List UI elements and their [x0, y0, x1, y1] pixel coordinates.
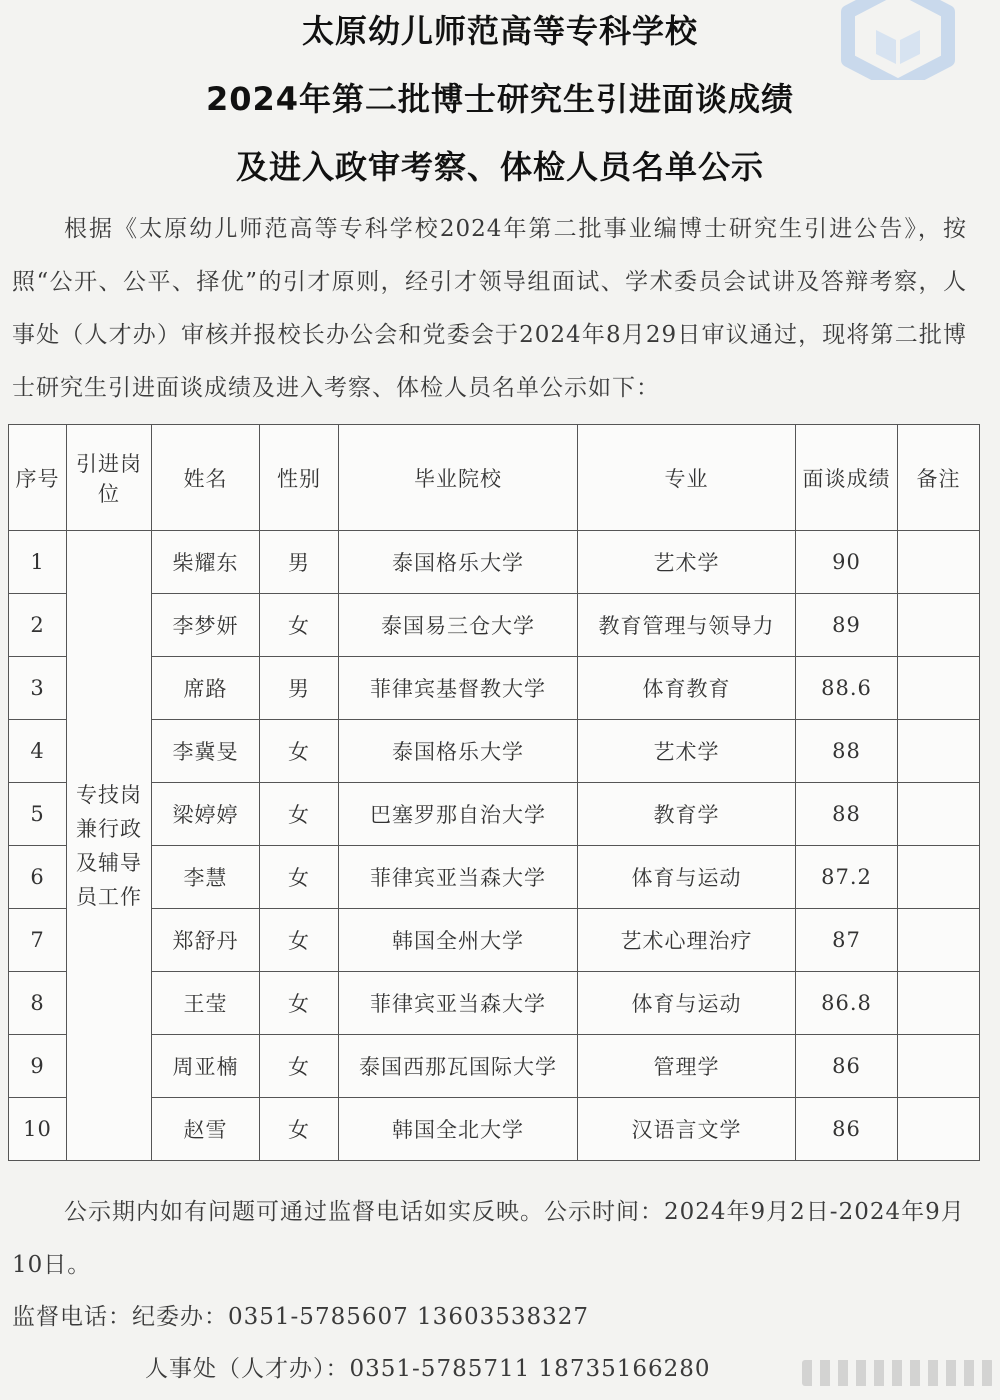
- cell-no: 4: [9, 720, 67, 783]
- cell-school: 韩国全北大学: [339, 1098, 578, 1161]
- cell-gender: 女: [260, 846, 339, 909]
- cell-major: 艺术心理治疗: [578, 909, 796, 972]
- intro-paragraph: 根据《太原幼儿师范高等专科学校2024年第二批事业编博士研究生引进公告》，按照“公开、公平、择优”的引才原则，经引才领导组面试、学术委员会试讲及答辩考察，人事处（人才办）审核并报校长办公会和党委会于2024年8月29日审议通过，现将第二批博士研究生引进面谈成绩及进入考察、体检人员名单公示如下：: [12, 216, 967, 401]
- table-row: [9, 909, 980, 972]
- cell-name: 梁婷婷: [152, 783, 260, 846]
- supervision-line-2: 人事处（人才办）：0351-5785711 18735166280: [145, 1356, 711, 1382]
- cell-no: 8: [9, 972, 67, 1035]
- cell-school: 泰国易三仓大学: [339, 594, 578, 657]
- cell-no: 1: [9, 531, 67, 594]
- table-row: [9, 531, 980, 594]
- table-header-row: [9, 425, 980, 531]
- cell-school: 泰国格乐大学: [339, 720, 578, 783]
- table-row: [9, 594, 980, 657]
- cell-score: 88: [796, 720, 898, 783]
- header-name: 姓名: [152, 425, 260, 531]
- cell-post: 专技岗兼行政及辅导员工作: [67, 531, 152, 1161]
- header-no: 序号: [9, 425, 67, 531]
- table-row: [9, 783, 980, 846]
- watermark: [802, 1360, 994, 1386]
- cell-remark: [898, 657, 980, 720]
- supervision-line-1: 监督电话：纪委办：0351-5785607 13603538327: [12, 1304, 590, 1330]
- cell-remark: [898, 909, 980, 972]
- document-title-line-2: 2024年第二批博士研究生引进面谈成绩: [205, 80, 795, 118]
- cell-school: 菲律宾亚当森大学: [339, 846, 578, 909]
- table-row: [9, 972, 980, 1035]
- cell-score: 88: [796, 783, 898, 846]
- cell-gender: 女: [260, 909, 339, 972]
- cell-no: 5: [9, 783, 67, 846]
- cell-no: 2: [9, 594, 67, 657]
- cell-remark: [898, 531, 980, 594]
- cell-no: 7: [9, 909, 67, 972]
- cell-gender: 男: [260, 657, 339, 720]
- cell-score: 87.2: [796, 846, 898, 909]
- header-major: 专业: [578, 425, 796, 531]
- cell-school: 泰国格乐大学: [339, 531, 578, 594]
- document-title-line-3: 及进入政审考察、体检人员名单公示: [235, 148, 764, 186]
- cell-gender: 女: [260, 1035, 339, 1098]
- candidate-table: [8, 424, 980, 1161]
- table-row: [9, 720, 980, 783]
- cell-remark: [898, 972, 980, 1035]
- cell-remark: [898, 594, 980, 657]
- cell-remark: [898, 1098, 980, 1161]
- cell-school: 韩国全州大学: [339, 909, 578, 972]
- header-post: 引进岗位: [67, 425, 152, 531]
- cell-name: 王莹: [152, 972, 260, 1035]
- cell-major: 艺术学: [578, 720, 796, 783]
- cell-name: 李冀旻: [152, 720, 260, 783]
- cell-name: 周亚楠: [152, 1035, 260, 1098]
- cell-no: 3: [9, 657, 67, 720]
- cell-gender: 女: [260, 1098, 339, 1161]
- cell-major: 教育学: [578, 783, 796, 846]
- cell-name: 李梦妍: [152, 594, 260, 657]
- cell-score: 90: [796, 531, 898, 594]
- cell-major: 体育与运动: [578, 972, 796, 1035]
- cell-name: 郑舒丹: [152, 909, 260, 972]
- cell-school: 泰国西那瓦国际大学: [339, 1035, 578, 1098]
- cell-name: 李慧: [152, 846, 260, 909]
- header-gender: 性别: [260, 425, 339, 531]
- cell-gender: 女: [260, 594, 339, 657]
- header-score: 面谈成绩: [796, 425, 898, 531]
- cell-major: 教育管理与领导力: [578, 594, 796, 657]
- header-school: 毕业院校: [339, 425, 578, 531]
- cell-remark: [898, 846, 980, 909]
- cell-name: 赵雪: [152, 1098, 260, 1161]
- table-row: [9, 657, 980, 720]
- cell-score: 86: [796, 1035, 898, 1098]
- cell-score: 87: [796, 909, 898, 972]
- cell-school: 菲律宾亚当森大学: [339, 972, 578, 1035]
- document-title-line-1: 太原幼儿师范高等专科学校: [301, 12, 698, 50]
- cell-no: 9: [9, 1035, 67, 1098]
- header-remark: 备注: [898, 425, 980, 531]
- table-row: [9, 846, 980, 909]
- cell-school: 巴塞罗那自治大学: [339, 783, 578, 846]
- cell-major: 体育与运动: [578, 846, 796, 909]
- cell-score: 86.8: [796, 972, 898, 1035]
- cell-major: 体育教育: [578, 657, 796, 720]
- cell-remark: [898, 783, 980, 846]
- cell-no: 10: [9, 1098, 67, 1161]
- cell-remark: [898, 1035, 980, 1098]
- cell-gender: 女: [260, 720, 339, 783]
- cell-school: 菲律宾基督教大学: [339, 657, 578, 720]
- cell-major: 汉语言文学: [578, 1098, 796, 1161]
- cell-major: 艺术学: [578, 531, 796, 594]
- cell-score: 86: [796, 1098, 898, 1161]
- cell-major: 管理学: [578, 1035, 796, 1098]
- cell-remark: [898, 720, 980, 783]
- table-row: [9, 1098, 980, 1161]
- cell-gender: 男: [260, 531, 339, 594]
- cell-name: 柴耀东: [152, 531, 260, 594]
- cell-no: 6: [9, 846, 67, 909]
- cell-score: 89: [796, 594, 898, 657]
- notice-paragraph: 公示期内如有问题可通过监督电话如实反映。公示时间：2024年9月2日-2024年9月10日。: [12, 1199, 965, 1278]
- cell-gender: 女: [260, 783, 339, 846]
- table-row: [9, 1035, 980, 1098]
- cell-score: 88.6: [796, 657, 898, 720]
- cell-gender: 女: [260, 972, 339, 1035]
- cell-name: 席路: [152, 657, 260, 720]
